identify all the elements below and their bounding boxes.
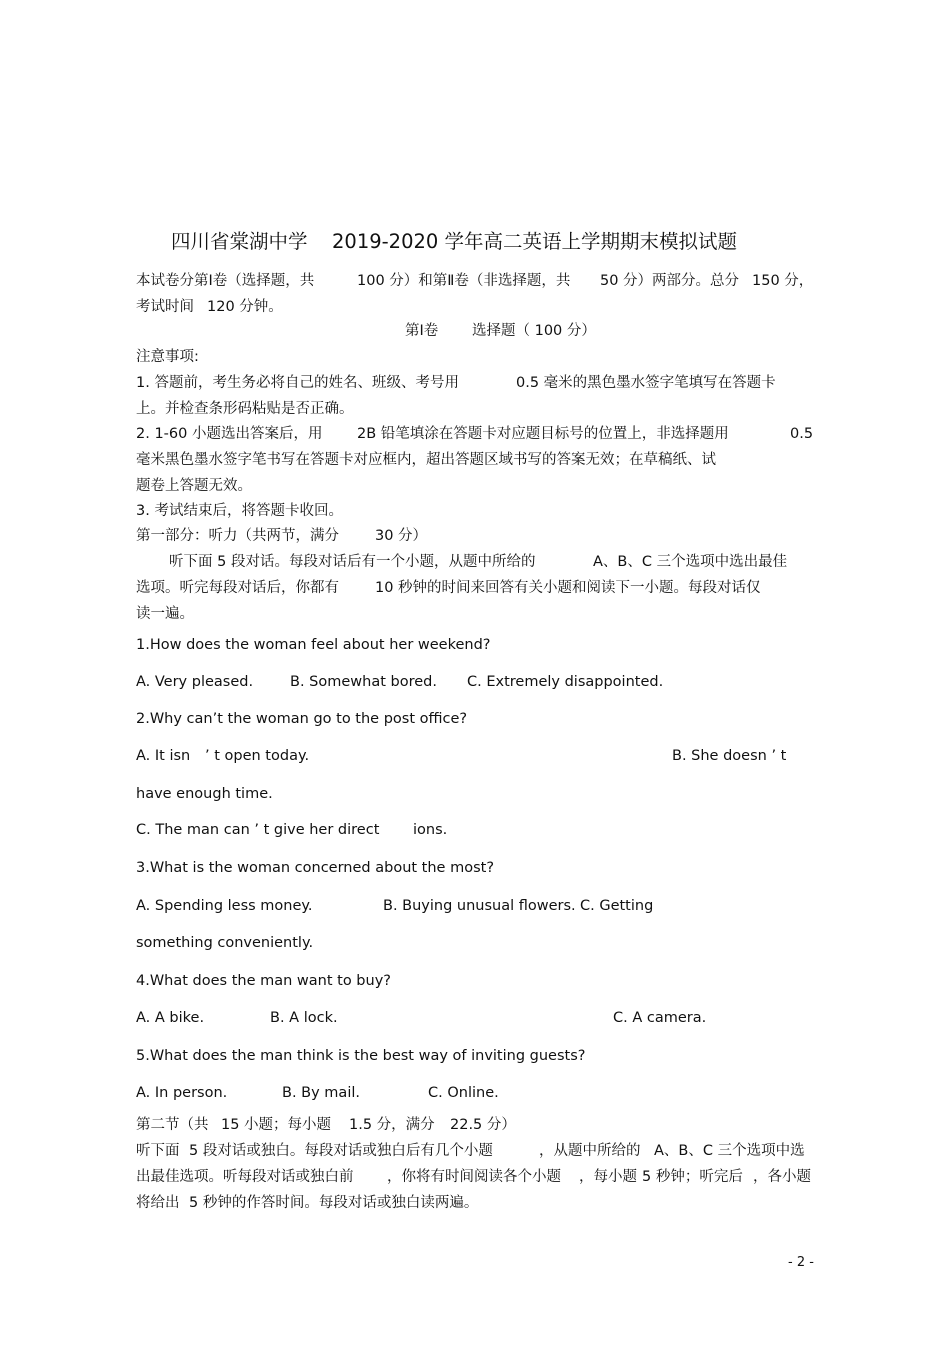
q2-option-b-1: B. She doesn ’ t xyxy=(672,748,787,764)
section2-l2-b: ，你将有时间阅读各个小题 xyxy=(387,1169,561,1185)
q3-option-c-2: something conveniently. xyxy=(136,935,314,951)
q5-option-a: A. In person. xyxy=(136,1085,228,1101)
section1-label: 第Ⅰ卷 xyxy=(405,323,439,339)
q5-option-b: B. By mail. xyxy=(282,1085,360,1101)
part1-instr-l2b: 10 秒钟的时间来回答有关小题和阅读下一小题。每段对话仅 xyxy=(375,580,761,596)
question-2: 2.Why can’t the woman go to the post office? xyxy=(136,711,468,727)
page-number: - 2 - xyxy=(788,1255,814,1270)
section1-title: 选择题（ 100 分） xyxy=(472,323,596,339)
section2-l3-b: 5 秒钟的作答时间。每段对话或独白读两遍。 xyxy=(189,1195,479,1211)
section2-l1-b: 5 段对话或独白。每段对话或独白后有几个小题 xyxy=(189,1143,493,1159)
section2-heading-c: 1.5 分，满分 xyxy=(349,1117,435,1133)
note2-e: 题卷上答题无效。 xyxy=(136,478,252,494)
note1-b: 0.5 毫米的黑色墨水签字笔填写在答题卡 xyxy=(516,375,776,391)
q1-option-a: A. Very pleased. xyxy=(136,674,254,690)
q4-option-b: B. A lock. xyxy=(270,1010,338,1026)
q4-option-c: C. A camera. xyxy=(613,1010,707,1026)
q2-option-b-2: have enough time. xyxy=(136,786,273,802)
section2-l1-c: ，从题中所给的 xyxy=(539,1143,641,1159)
title-main: 2019-2020 学年高二英语上学期期末模拟试题 xyxy=(332,230,737,253)
note1-a: 1. 答题前，考生务必将自己的姓名、班级、考号用 xyxy=(136,375,459,391)
section2-l2-c: ，每小题 xyxy=(579,1169,637,1185)
note2-b: 2B 铅笔填涂在答题卡对应题目标号的位置上，非选择题用 xyxy=(357,426,729,442)
q2-option-c-2: ions. xyxy=(413,822,448,838)
intro-line1-c: 50 分）两部分。总分 xyxy=(600,273,740,289)
note2-d: 毫米黑色墨水签字笔书写在答题卡对应框内，超出答题区域书写的答案无效；在草稿纸、试 xyxy=(136,452,716,468)
intro-line2-b: 120 分钟。 xyxy=(207,299,283,315)
note3: 3. 考试结束后，将答题卡收回。 xyxy=(136,503,343,519)
q3-option-a: A. Spending less money. xyxy=(136,898,313,914)
section2-l2-e: ，各小题 xyxy=(753,1169,811,1185)
section2-l1-d: A、B、C 三个选项中选 xyxy=(654,1143,805,1159)
q2-option-a-2: ’ t open today. xyxy=(205,748,310,764)
q3-option-b: B. Buying unusual flowers. xyxy=(383,898,576,914)
question-1: 1.How does the woman feel about her weekend? xyxy=(136,637,491,653)
notes-heading: 注意事项: xyxy=(136,349,199,365)
q2-option-c-1: C. The man can ’ t give her direct xyxy=(136,822,380,838)
section2-l2-d: 5 秒钟；听完后 xyxy=(642,1169,743,1185)
question-3: 3.What is the woman concerned about the most? xyxy=(136,860,495,876)
q5-option-c: C. Online. xyxy=(428,1085,499,1101)
section2-l2-a: 出最佳选项。听每段对话或独白前 xyxy=(136,1169,354,1185)
section2-heading-b: 15 小题；每小题 xyxy=(221,1117,332,1133)
section2-heading-a: 第二节（共 xyxy=(136,1117,209,1133)
question-4: 4.What does the man want to buy? xyxy=(136,973,391,989)
intro-line2-a: 考试时间 xyxy=(136,299,194,315)
q3-option-c-1: C. Getting xyxy=(580,898,654,914)
section2-l1-a: 听下面 xyxy=(136,1143,180,1159)
note1-c: 上。并检查条形码粘贴是否正确。 xyxy=(136,401,354,417)
q1-option-c: C. Extremely disappointed. xyxy=(467,674,664,690)
title-school: 四川省棠湖中学 xyxy=(171,230,308,253)
intro-line1-a: 本试卷分第Ⅰ卷（选择题，共 xyxy=(136,273,315,289)
part1-heading-a: 第一部分：听力（共两节，满分 xyxy=(136,528,339,544)
part1-heading-b: 30 分） xyxy=(375,528,428,544)
note2-a: 2. 1-60 小题选出答案后，用 xyxy=(136,426,323,442)
q2-option-a-1: A. It isn xyxy=(136,748,191,764)
q1-option-b: B. Somewhat bored. xyxy=(290,674,437,690)
note2-c: 0.5 xyxy=(790,426,814,442)
section2-heading-d: 22.5 分） xyxy=(450,1117,516,1133)
part1-instr-l2a: 选项。听完每段对话后，你都有 xyxy=(136,580,339,596)
part1-instr-l3: 读一遍。 xyxy=(136,606,194,622)
part1-instr-l1b: A、B、C 三个选项中选出最佳 xyxy=(593,554,788,570)
section2-l3-a: 将给出 xyxy=(136,1195,180,1211)
question-5: 5.What does the man think is the best way of inviting guests? xyxy=(136,1048,586,1064)
intro-line1-b: 100 分）和第Ⅱ卷（非选择题，共 xyxy=(357,273,571,289)
intro-line1-d: 150 分， xyxy=(752,273,814,289)
q4-option-a: A. A bike. xyxy=(136,1010,205,1026)
part1-instr-l1a: 听下面 5 段对话。每段对话后有一个小题，从题中所给的 xyxy=(169,554,536,570)
